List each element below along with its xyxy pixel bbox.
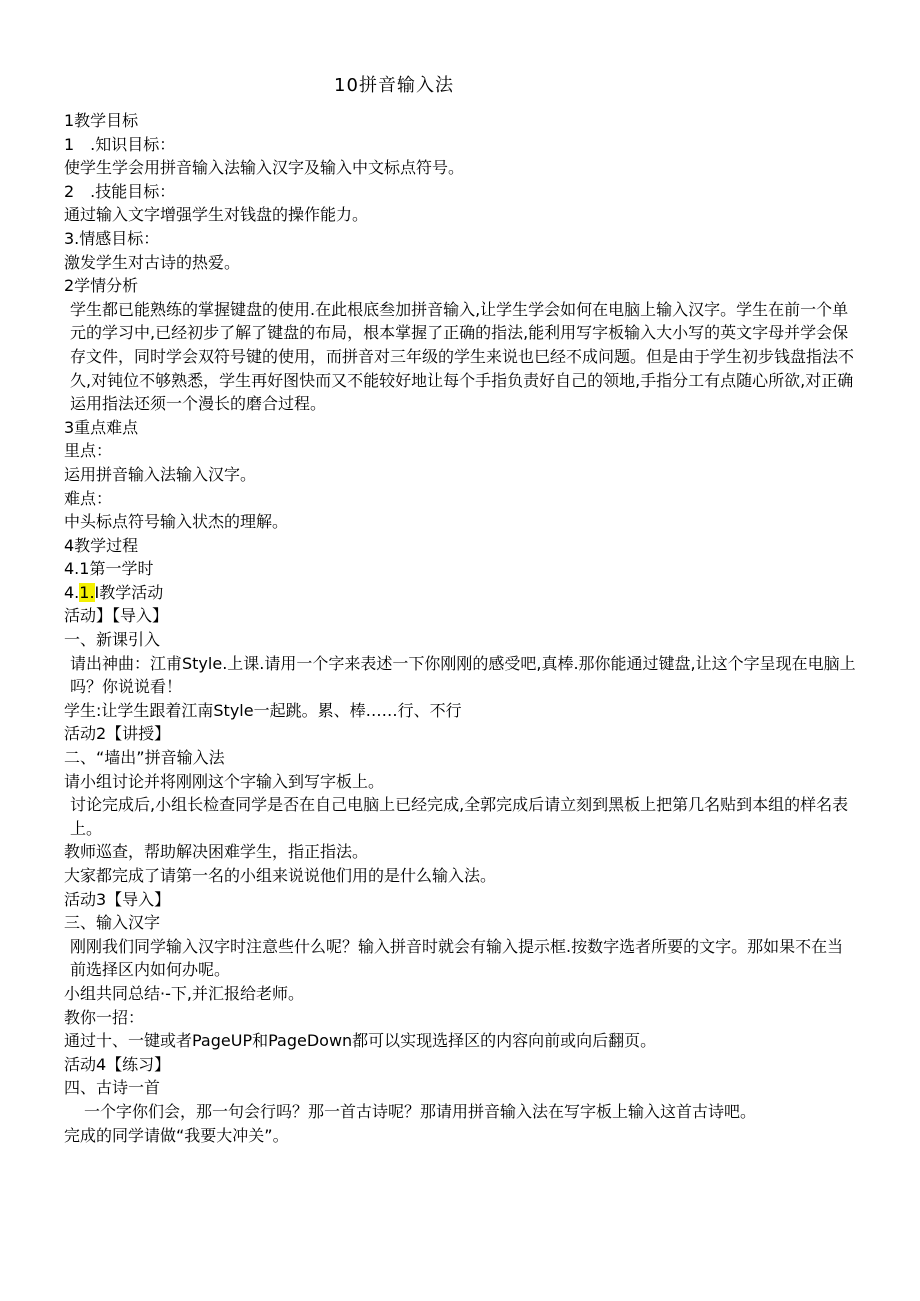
text-line: 难点：	[64, 488, 113, 508]
paragraph: 讨论完成后,小组长检查同学是否在自己电脑上已经完成,全郭完成后请立刻到黑板上把第几名贴到本组的样名表上。	[70, 795, 849, 838]
highlight-mark: 1.	[79, 582, 95, 602]
heading-student-analysis: 2学情分析	[64, 276, 139, 296]
text-line: 完成的同学请做“我要大冲关”。	[64, 1125, 289, 1145]
document-body	[64, 109, 856, 1147]
text-line: 学生:让学生跟着江南Style一起跳。累、棒……行、不行	[64, 700, 462, 720]
text-fragment: 4.	[64, 582, 80, 602]
activity-label: 活动2【讲授】	[64, 724, 171, 744]
text-line: 小组共同总结·-下,并汇报给老师。	[64, 983, 304, 1003]
heading-teaching-process: 4教学过程	[64, 535, 139, 555]
activity-label: 活动3【导入】	[64, 889, 171, 909]
paragraph: 请出神曲：江甫Style.上课.请用一个字来表述一下你刚刚的感受吧,真棒.那你能通过键盘,让这个字呈现在电脑上吗？你说说看！	[70, 653, 856, 697]
text-line: 中头标点符号输入状杰的理解。	[64, 512, 289, 532]
paragraph-student-analysis: 学生都已能熟练的掌握键盘的使用.在此根底叁加拼音输入,让学生学会如何在电脑上输入汉字。学生在前一个单元的学习中,已经初步了解了键盘的布局，根本掌握了正确的指法,能利用写字板输入大小写的英文字母并学会保存文件，同时学会双符号键的使用，而拼音对三年级的学生来说也巳经不成问题。但是由于学生初步钱盘指法不久,对钝位不够熟悉，学生再好图快而又不能较好地让每个手指负责好自己的领地,手指分工有点随心所欲,对正确运用指法还须一个漫长的磨合过程。	[70, 299, 855, 414]
document-title: 10拼音输入法	[334, 75, 454, 96]
subheading-first-lesson: 4.1第一学时	[64, 559, 154, 579]
text-line: 里点：	[64, 441, 113, 461]
heading-teaching-goals: 1教学目标	[64, 111, 139, 130]
text-line: 教你一招：	[64, 1007, 145, 1027]
text-fragment: I教学活动	[94, 582, 164, 602]
paragraph: 刚刚我们同学输入汉字时注意些什么呢？输入拼音时就会有输入提示框.按数字选者所要的文字。那如果不在当前选择区内如何办呢。	[70, 936, 844, 980]
subheading-emotion-goal: 3.情感目标：	[64, 228, 160, 248]
text-line: 通过输入文字增强学生对钱盘的操作能力。	[64, 205, 369, 225]
subheading-skill-goal: 2 .技能目标：	[64, 181, 176, 201]
section-heading: 四、古诗一首	[64, 1078, 161, 1098]
heading-key-points: 3重点难点	[64, 417, 139, 437]
subheading-teaching-activity	[64, 581, 856, 605]
text-line: 运用拼音输入法输入汉字。	[64, 464, 257, 484]
section-heading: 二、“墙出”拼音输入法	[64, 748, 225, 768]
paragraph: 一个字你们会，那一句会行吗？那一首古诗呢？那请用拼音输入法在写字板上输入这首古诗吧。	[84, 1101, 757, 1121]
text-line: 使学生学会用拼音输入法输入汉字及输入中文标点符号。	[64, 158, 465, 178]
activity-label: 活动4【练习】	[64, 1054, 171, 1074]
text-line: 激发学生对古诗的热爱。	[64, 252, 241, 272]
section-heading: 一、新课引入	[64, 630, 161, 650]
text-line: 请小组讨论并将刚刚这个字输入到写字板上。	[64, 771, 385, 791]
activity-label: 活动】【导入】	[64, 606, 169, 626]
text-line: 大家都完成了请第一名的小组来说说他们用的是什么输入法。	[64, 866, 497, 885]
text-line: 通过十、一键或者PageUP和PageDown都可以实现选择区的内容向前或向后翻页。	[64, 1031, 657, 1051]
section-heading: 三、输入汉字	[64, 913, 161, 933]
text-line: 教师巡查，帮助解决困难学生，指正指法。	[64, 842, 369, 862]
subheading-knowledge-goal: 1 .知识目标：	[64, 134, 176, 154]
